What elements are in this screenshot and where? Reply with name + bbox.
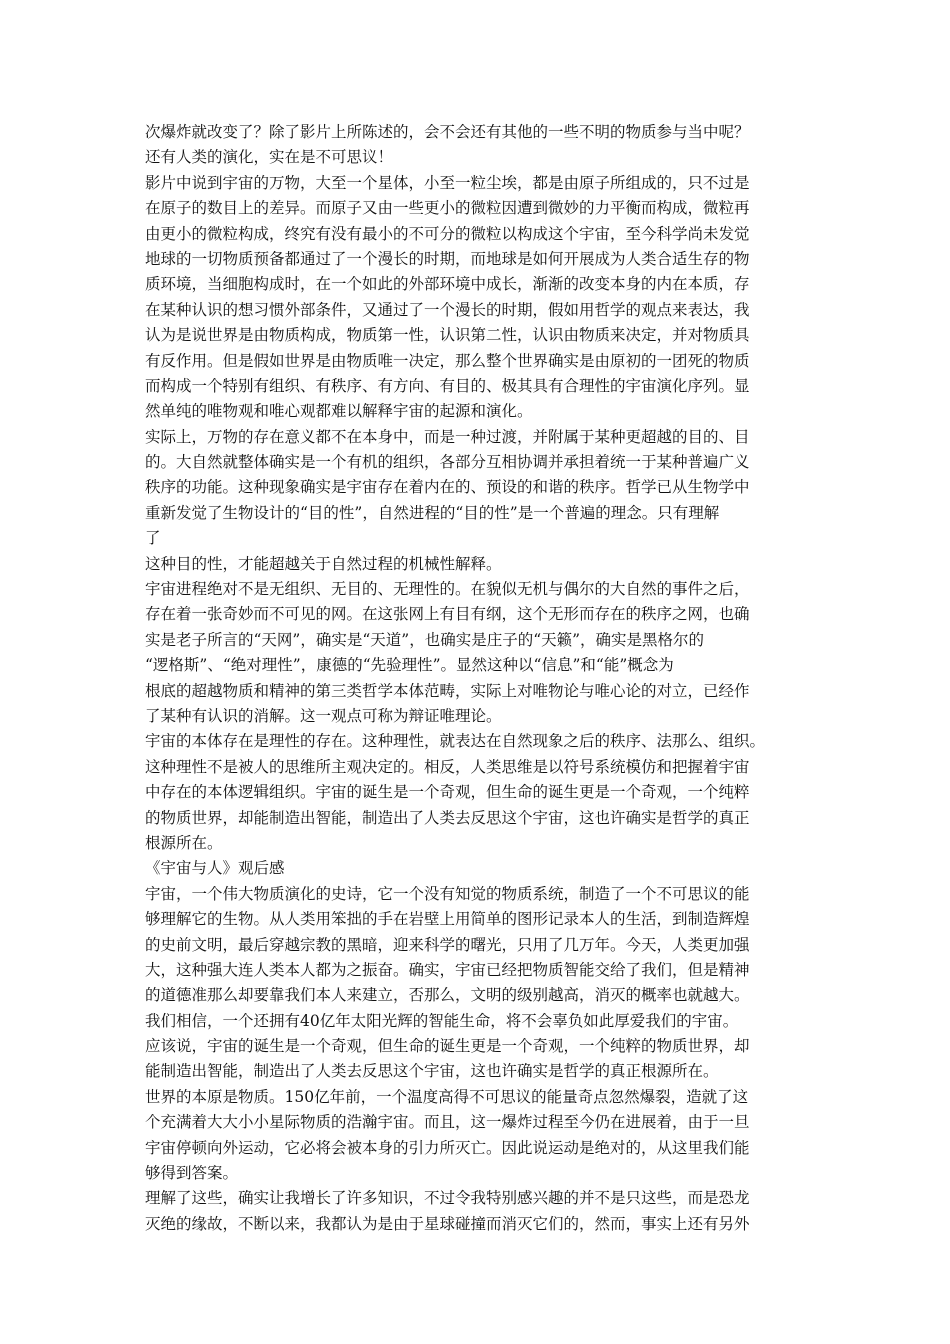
section-title: 《宇宙与人》观后感 [145,859,285,878]
text-line: 然单纯的唯物观和唯心观都难以解释宇宙的起源和演化。 [145,402,533,421]
text-line: 实际上，万物的存在意义都不在本身中，而是一种过渡，并附属于某种更超越的目的、目 [145,427,750,446]
text-line: 宇宙，一个伟大物质演化的史诗，它一个没有知觉的物质系统，制造了一个不可思议的能 [145,884,750,903]
text-line: 这种目的性，才能超越关于自然过程的机械性解释。 [145,554,502,573]
text-line: 大，这种强大连人类本人都为之振奋。确实，宇宙已经把物质智能交给了我们，但是精神 [145,960,750,979]
text-line: 而构成一个特别有组织、有秩序、有方向、有目的、极其具有合理性的宇宙演化序列。显 [145,376,750,395]
text-line: 这种理性不是被人的思维所主观决定的。相反，人类思维是以符号系统模仿和把握着宇宙 [145,757,750,776]
text-line: 秩序的功能。这种现象确实是宇宙存在着内在的、预设的和谐的秩序。哲学已从生物学中 [145,478,750,497]
text-line: 宇宙停顿向外运动，它必将会被本身的引力所灭亡。因此说运动是绝对的，从这里我们能 [145,1138,750,1157]
text-line: 在原子的数目上的差异。而原子又由一些更小的微粒因遭到微妙的力平衡而构成，微粒再 [145,199,750,218]
text-line: 根源所在。 [145,833,223,852]
text-line: 地球的一切物质预备都通过了一个漫长的时期，而地球是如何开展成为人类合适生存的物 [145,249,750,268]
text-line: 质环境，当细胞构成时，在一个如此的外部环境中成长，渐渐的改变本身的内在本质，存 [145,275,750,294]
text-line: 的。大自然就整体确实是一个有机的组织，各部分互相协调并承担着统一于某种普遍广义 [145,453,750,472]
text-line: 理解了这些，确实让我增长了许多知识，不过令我特别感兴趣的并不是只这些，而是恐龙 [145,1189,750,1208]
text-line: 存在着一张奇妙而不可见的网。在这张网上有目有纲，这个无形而存在的秩序之网，也确 [145,605,750,624]
text-line: 次爆炸就改变了？除了影片上所陈述的，会不会还有其他的一些不明的物质参与当中呢？ [145,123,750,141]
text-line: 灭绝的缘故，不断以来，我都认为是由于星球碰撞而消灭它们的，然而，事实上还有另外 [145,1214,750,1233]
text-line: 了某种有认识的消解。这一观点可称为辩证唯理论。 [145,706,502,725]
text-line: 我们相信，一个还拥有40亿年太阳光辉的智能生命，将不会辜负如此厚爱我们的宇宙。 [145,1011,739,1030]
text-line: 世界的本原是物质。150亿年前，一个温度高得不可思议的能量奇点忽然爆裂，造就了这 [145,1087,749,1106]
text-line: 个充满着大大小小星际物质的浩瀚宇宙。而且，这一爆炸过程至今仍在进展着，由于一旦 [145,1113,750,1132]
text-line: 影片中说到宇宙的万物，大至一个星体，小至一粒尘埃，都是由原子所组成的，只不过是 [145,173,750,192]
text-line: 的史前文明，最后穿越宗教的黑暗，迎来科学的曙光，只用了几万年。今天，人类更加强 [145,935,750,954]
text-line: 由更小的微粒构成，终究有没有最小的不可分的微粒以构成这个宇宙，至今科学尚未发觉 [145,224,750,243]
text-line: 宇宙的本体存在是理性的存在。这种理性，就表达在自然现象之后的秩序、法那么、组织。 [145,732,766,751]
text-line: 有反作用。但是假如世界是由物质唯一决定，那么整个世界确实是由原初的一团死的物质 [145,351,750,370]
text-line: 应该说，宇宙的诞生是一个奇观，但生命的诞生更是一个奇观，一个纯粹的物质世界，却 [145,1037,750,1056]
text-line: 够理解它的生物。从人类用笨拙的手在岩壁上用简单的图形记录本人的生活，到制造辉煌 [145,910,750,929]
text-line: 重新发觉了生物设计的“目的性”，自然进程的“目的性”是一个普遍的理念。只有理解 [145,503,720,522]
text-line: 根底的超越物质和精神的第三类哲学本体范畴，实际上对唯物论与唯心论的对立，已经作 [145,681,750,700]
text-line: 在某种认识的想习惯外部条件，又通过了一个漫长的时期，假如用哲学的观点来表达，我 [145,300,750,319]
text-line: 实是老子所言的“天网”，确实是“天道”，也确实是庄子的“天籁”，确实是黑格尔的 [145,630,705,649]
text-line: 的道德准那么却要靠我们本人来建立，否那么，文明的级别越高，消灭的概率也就越大。 [145,986,750,1005]
body-text [145,120,810,1237]
text-line: 能制造出智能，制造出了人类去反思这个宇宙，这也许确实是哲学的真正根源所在。 [145,1062,719,1081]
text-line: 了 [145,529,161,548]
text-line: 中存在的本体逻辑组织。宇宙的诞生是一个奇观，但生命的诞生更是一个奇观，一个纯粹 [145,783,750,802]
text-line: 的物质世界，却能制造出智能，制造出了人类去反思这个宇宙，这也许确实是哲学的真正 [145,808,750,827]
text-line: “逻格斯”、“绝对理性”，康德的“先验理性”。显然这种以“信息”和“能”概念为 [145,656,674,675]
text-line: 宇宙进程绝对不是无组织、无目的、无理性的。在貌似无机与偶尔的大自然的事件之后， [145,580,750,599]
text-line: 认为是说世界是由物质构成，物质第一性，认识第二性，认识由物质来决定，并对物质具 [145,326,750,345]
text-line: 够得到答案。 [145,1164,239,1183]
text-line: 还有人类的演化，实在是不可思议！ [145,148,394,167]
